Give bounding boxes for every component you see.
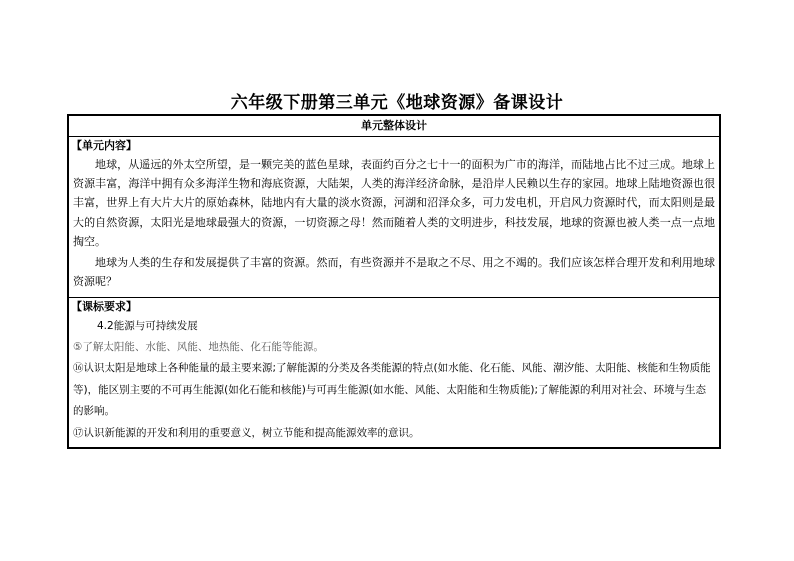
standards-label: 【课标要求】 (71, 300, 137, 314)
standard-heading: 4.2能源与可持续发展 (97, 320, 198, 333)
document-title: 六年级下册第三单元《地球资源》备课设计 (230, 93, 564, 113)
table-header: 单元整体设计 (69, 116, 720, 137)
unit-content-label: 【单元内容】 (71, 139, 137, 152)
standard-item-16: ⑯认识太阳是地球上各种能量的最主要来源;了解能源的分类及各类能源的特点(如水能、化石能、风能、潮汐能、太阳能、核能和生物质能等)，能区别主要的不可再生能源(如化石能和核能)与可再生能源(如水能、风能、太阳能和生物质能);了解能源的利用对社会、环境与生态的影响。 (73, 362, 711, 418)
unit-content-paragraph-2: 地球为人类的生存和发展提供了丰富的资源。然而，有些资源并不是取之不尽、用之不竭的。我们应该怎样合理开发和利用地球资源呢？ (73, 256, 715, 289)
standard-item-17: ⑰认识新能源的开发和利用的重要意义，树立节能和提高能源效率的意识。 (73, 426, 420, 439)
standards-cell (69, 298, 720, 448)
unit-content-paragraph-1: 地球，从遥远的外太空所望，是一颗完美的蓝色星球，表面约百分之七十一的面积为广市的海洋，而陆地占比不过三成。地球上资源丰富，海洋中拥有众多海洋生物和海底资源，大陆架，人类的海洋经济命脉，是沿岸人民赖以生存的家园。地球上陆地资源也很丰富，世界上有大片大片的原始森林，陆地内有大量的淡水资源，河湖和沼泽众多，可力发电机，开启风力资源时代，而太阳则是最大的自然资源，太阳光是地球最强大的资源，一切资源之母！然而随着人类的文明进步，科技发展，地球的资源也被人类一点一点地掏空。 (73, 158, 715, 248)
lesson-plan-table (67, 114, 721, 449)
unit-content-cell (69, 137, 720, 298)
standard-item-5: ⑤了解太阳能、水能、风能、地热能、化石能等能源。 (73, 341, 324, 354)
